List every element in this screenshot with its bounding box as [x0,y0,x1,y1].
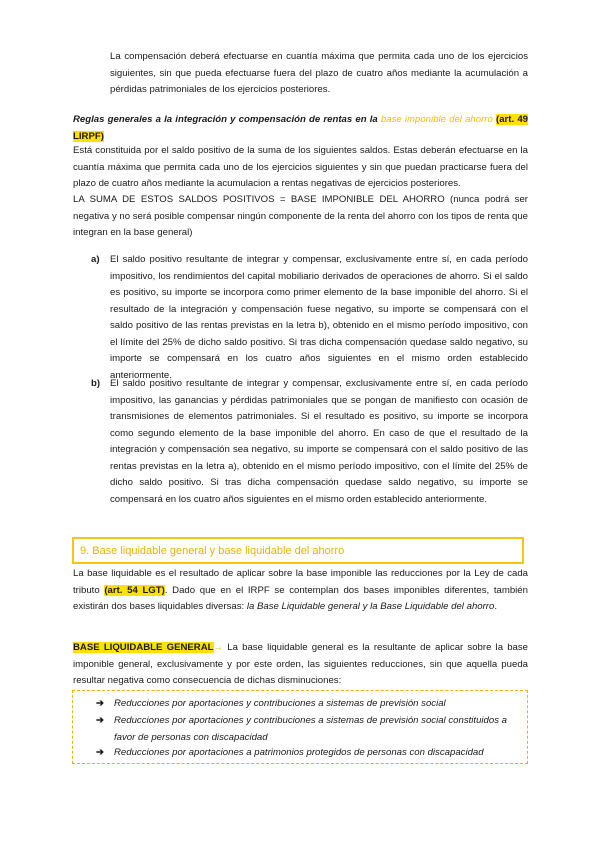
reduction-item [96,745,521,762]
list-label-b: b) [91,378,101,389]
list-text-b: El saldo positivo resultante de integrar y compensar, exclusivamente entre sí, en cada período impositivo, las ganancias y pérdidas patrimoniales que se pongan de manifiesto con ocasión de transmisiones de elementos patrimoniales. Si el resultado es positivo, su importe se incorpora como segundo elemento de la base imponible del ahorro. En caso de que el resultado de la integración y compensación sea negativo, su importe se compensará con el saldo positivo de las rentas previstas en la letra a), obtenido en el mismo período impositivo, con el límite del 25% de dicho saldo positivo. Si tras dicha compensación quedase saldo negativo, su importe se compensará en los cuatro años siguientes en el mismo orden establecido anteriormente. [110,378,528,505]
liquidable-p1-ital: la Base Liquidable general y la Base Liquidable del ahorro [246,601,495,612]
arrow-bullet-icon: ➔ [96,747,105,758]
arrow-bullet-icon: ➔ [96,715,105,726]
liquidable-paragraph [73,566,528,616]
intro-text: La compensación deberá efectuarse en cuantía máxima que permita cada uno de los ejercicios siguientes, sin que pueda efectuarse fuera del plazo de cuatro años mediante la acumulación a pérdidas patrimoniales de los ejercicios posteriores. [110,51,528,95]
liquidable-p1-start: La base liquidable es el resultado de aplicar sobre la base imponible las reducciones por la Ley de cada tributo [73,568,528,596]
base-liquidable-general [73,640,528,690]
rules-heading-prefix: Reglas generales a la integración y compensación de rentas en la [73,114,381,125]
reductions-box [72,690,528,764]
reduction-item [96,696,521,713]
liquidable-p1-end: . [494,601,498,612]
arrow-icon: → [213,642,224,653]
list-item-a [73,252,528,384]
rules-body-1: Está constituida por el saldo positivo de la suma de los siguientes saldos. Estas deberán efectuarse en la cuantía máxima que permita cada uno de los ejercicios siguientes y sin que puedan practicarse fuera del plazo de cuatro años mediante la acumulacion a rentas negativas de ejercicios posteriores. [73,145,528,189]
section-heading-box [72,537,524,564]
rules-heading [73,112,528,145]
rules-heading-highlight: base imponible del ahorro [380,114,493,125]
rules-body-sum [73,192,528,242]
rules-heading-ref: (art. 49 LIRPF) [73,114,528,142]
arrow-bullet-icon: ➔ [96,698,105,709]
liquidable-p1-mid: . Dado que en el IRPF se contemplan dos bases imponibles diferentes, también existirán dos bases liquidables diversas: [73,584,528,612]
liquidable-p1-ref: (art. 54 LGT) [104,584,165,596]
rules-body [73,143,528,193]
base-liquidable-general-label: BASE LIQUIDABLE GENERAL [73,642,214,653]
list-label-a: a) [91,254,100,265]
reduction-text: Reducciones por aportaciones y contribuciones a sistemas de previsión social [114,698,446,709]
rules-body-2: LA SUMA DE ESTOS SALDOS POSITIVOS = BASE IMPONIBLE DEL AHORRO (nunca podrá ser negativa y no será posible compensar ningún componente de la renta del ahorro con los tipos de renta que integran en la base general) [73,194,528,238]
list-text-a: El saldo positivo resultante de integrar y compensar, exclusivamente entre sí, en cada período impositivo, los rendimientos del capital mobiliario derivados de operaciones de ahorro. Si el saldo es positivo, su importe se incorpora como primer elemento de la base imponible del ahorro. Si el resultado de la integración y compensación fuese negativo, su importe se compensará con el saldo positivo de las rentas previstas en la letra b), obtenido en el mismo período impositivo, con el límite del 25% de dicho saldo positivo. Si tras dicha compensación quedase saldo negativo, su importe se compensará en los cuatro años siguientes en el mismo orden establecido anteriormente. [110,254,528,381]
list-item-b [73,376,528,508]
reduction-text: Reducciones por aportaciones y contribuciones a sistemas de previsión social constituidos a favor de personas con discapacidad [114,715,508,743]
base-liquidable-general-text: La base liquidable general es la resultante de aplicar sobre la base imponible general, exclusivamente y por este orden, las siguientes reducciones, sin que aquella pueda resultar negativa como consecuencia de dichas disminuciones: [73,642,528,686]
reduction-item [96,713,521,746]
reduction-text: Reducciones por aportaciones a patrimonios protegidos de personas con discapacidad [114,747,484,758]
section-heading: 9. Base liquidable general y base liquidable del ahorro [80,545,345,557]
intro-paragraph [110,49,528,99]
